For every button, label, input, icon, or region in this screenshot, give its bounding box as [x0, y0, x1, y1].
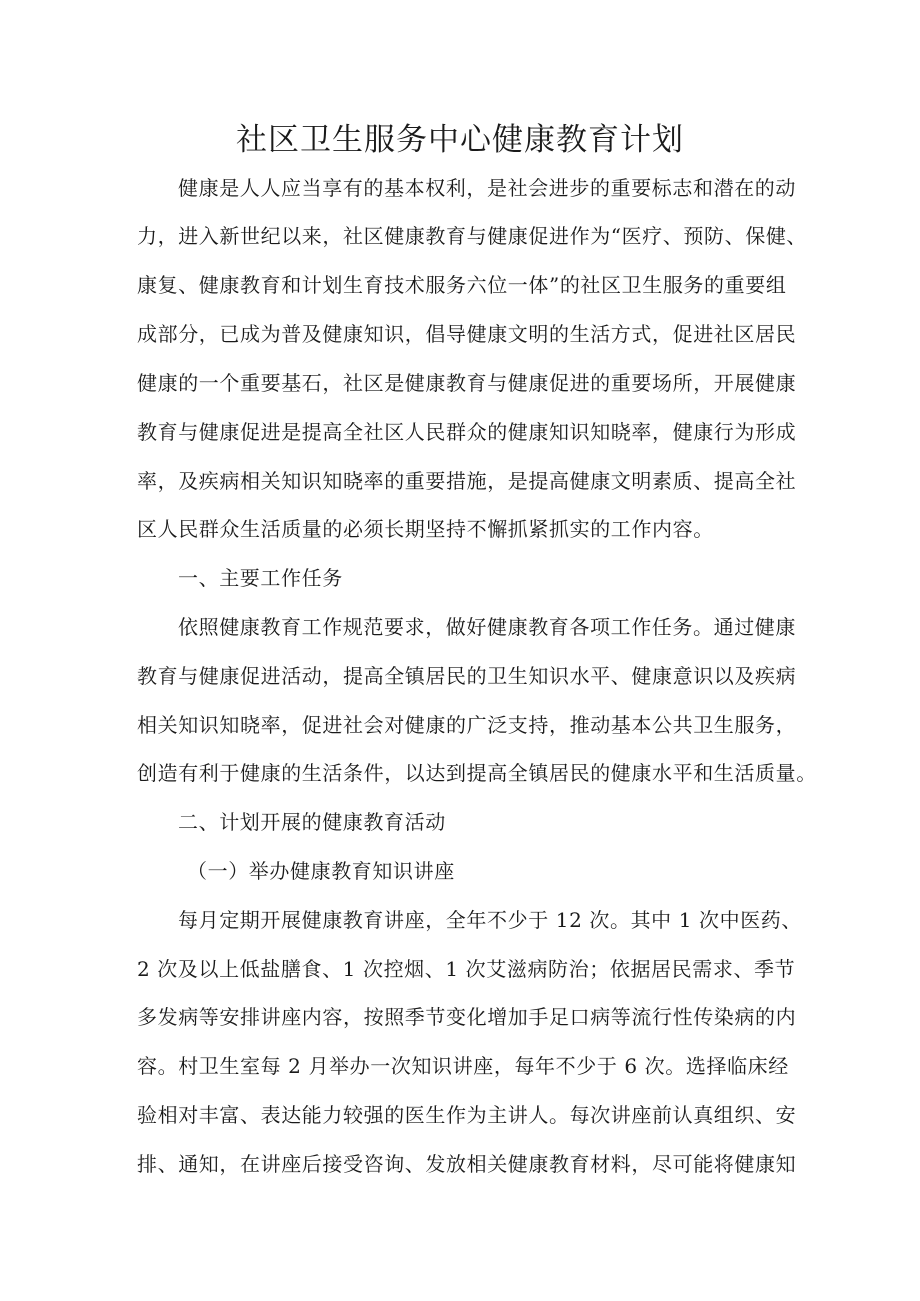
- paragraph-line: 验相对丰富、表达能力较强的医生作为主讲人。每次讲座前认真组织、安: [137, 1103, 797, 1127]
- paragraph-line: 相关知识知晓率，促进社会对健康的广泛支持，推动基本公共卫生服务，: [137, 713, 797, 737]
- paragraph-line: 健康是人人应当享有的基本权利，是社会进步的重要标志和潜在的动: [178, 176, 796, 200]
- paragraph-line: 容。村卫生室每 2 月举办一次知识讲座，每年不少于 6 次。选择临床经: [137, 1054, 789, 1078]
- paragraph-line: 依照健康教育工作规范要求，做好健康教育各项工作任务。通过健康: [178, 615, 796, 639]
- section-heading: 二、计划开展的健康教育活动: [178, 810, 446, 834]
- paragraph-line: 创造有利于健康的生活条件，以达到提高全镇居民的健康水平和生活质量。: [137, 761, 817, 785]
- paragraph-line: 多发病等安排讲座内容，按照季节变化增加手足口病等流行性传染病的内: [137, 1005, 797, 1029]
- paragraph-line: 2 次及以上低盐膳食、1 次控烟、1 次艾滋病防治；依据居民需求、季节: [137, 957, 796, 981]
- paragraph-line: 成部分，已成为普及健康知识，倡导健康文明的生活方式，促进社区居民: [137, 322, 797, 346]
- paragraph-line: 率，及疾病相关知识知晓率的重要措施，是提高健康文明素质、提高全社: [137, 469, 797, 493]
- paragraph-line: 健康的一个重要基石，社区是健康教育与健康促进的重要场所，开展健康: [137, 371, 797, 395]
- subsection-heading: （一）举办健康教育知识讲座: [187, 859, 455, 883]
- paragraph-line: 教育与健康促进活动，提高全镇居民的卫生知识水平、健康意识以及疾病: [137, 664, 797, 688]
- paragraph-line: 排、通知，在讲座后接受咨询、发放相关健康教育材料，尽可能将健康知: [137, 1152, 797, 1176]
- document-title: 社区卫生服务中心健康教育计划: [236, 122, 684, 158]
- paragraph-line: 康复、健康教育和计划生育技术服务六位一体”的社区卫生服务的重要组: [137, 273, 787, 297]
- paragraph-line: 区人民群众生活质量的必须长期坚持不懈抓紧抓实的工作内容。: [137, 517, 714, 541]
- paragraph-line: 教育与健康促进是提高全社区人民群众的健康知识知晓率，健康行为形成: [137, 420, 797, 444]
- paragraph-line: 力，进入新世纪以来，社区健康教育与健康促进作为“医疗、预防、保健、: [137, 224, 808, 248]
- section-heading: 一、主要工作任务: [178, 566, 343, 590]
- paragraph-line: 每月定期开展健康教育讲座，全年不少于 12 次。其中 1 次中医药、: [178, 908, 803, 932]
